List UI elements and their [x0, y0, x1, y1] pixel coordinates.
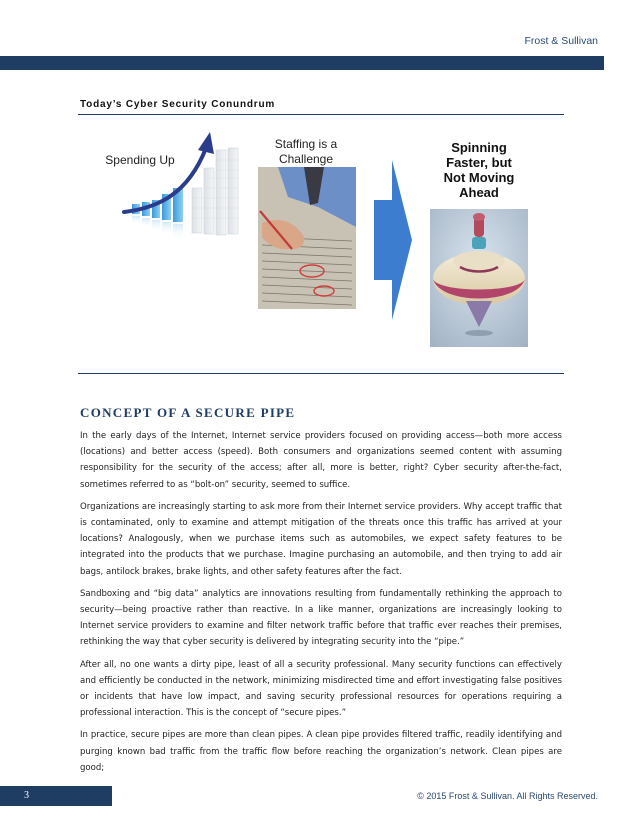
spending-bar-chart-image — [118, 128, 246, 256]
header-brand: Frost & Sullivan — [524, 35, 598, 47]
paragraph: Sandboxing and “big data” analytics are innovations resulting from fundamentally rethinking the approach to security—being proactive rather than reactive. In a like manner, organizations are increasingly looking to Internet service providers to examine and filter network traffic before that traffic ever reaches their premises, rethinking the way that cyber security is delivered by integrating security into the “pipe.” — [80, 588, 562, 648]
figure-bottom-rule — [78, 373, 564, 374]
paragraph: Organizations are increasingly starting to ask more from their Internet service providers. Why accept traffic that is contaminated, only to examine and attempt mitigation of the threats once this traffic has arrived at your locations? Analogously, when we purchase items such as automobiles, we expect safety features to be integrated into the products that we purchase. Imagine purchasing an automobile, and then trying to add air bags, antilock brakes, brake lights, and other safety features after the fact. — [80, 501, 562, 577]
spinning-top-image — [430, 209, 528, 347]
page-number: 3 — [24, 790, 29, 801]
footer-bar — [0, 786, 112, 806]
paragraph: In practice, secure pipes are more than clean pipes. A clean pipe provides filtered traffic, readily identifying and purging known bad traffic from the traffic flow before reaching the organization’s network. Clean pipes are good; — [80, 730, 562, 773]
label-spinning-line-1: Spinning — [451, 140, 507, 155]
copyright-notice: © 2015 Frost & Sullivan. All Rights Reserved. — [417, 791, 598, 801]
label-spinning-line-2: Faster, but — [446, 155, 512, 170]
label-staffing: Staffing is a Challenge — [274, 137, 338, 166]
label-spinning — [428, 140, 530, 200]
figure-top-rule — [78, 114, 564, 115]
label-spinning-line-3: Not Moving — [443, 170, 515, 185]
header-bar — [0, 56, 604, 70]
section-heading: CONCEPT OF A SECURE PIPE — [80, 405, 296, 420]
process-arrow — [374, 160, 412, 320]
body-text — [80, 428, 562, 782]
paragraph: After all, no one wants a dirty pipe, least of all a security professional. Many security functions can effectively and efficiently be conducted in the network, minimizing misdirected time and effort investigating false positives or incidents that have low impact, and saving security professional resources for operations requiring a professional interaction. This is the concept of “secure pipes.” — [80, 659, 562, 719]
label-spinning-line-4: Ahead — [459, 185, 499, 200]
label-spending-up: Spending Up — [105, 153, 175, 167]
paragraph: In the early days of the Internet, Internet service providers focused on providing access—both more access (locations) and better access (speed). Both consumers and organizations seemed content with assuming responsibility for the security of the access; after all, more is better, right? Cyber security after-the-fact, sometimes referred to as “bolt-on” security, seemed to suffice. — [80, 431, 562, 490]
staffing-newspaper-image — [258, 167, 356, 309]
figure-title: Today’s Cyber Security Conundrum — [80, 99, 276, 110]
